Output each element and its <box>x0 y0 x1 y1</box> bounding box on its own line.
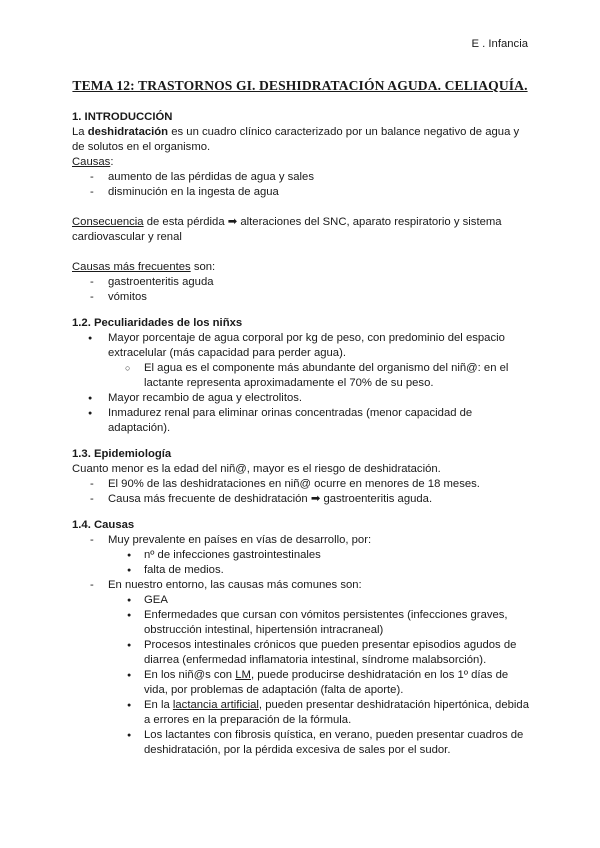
section-heading-causas: 1.4. Causas <box>72 519 135 531</box>
page-title: TEMA 12: TRASTORNOS GI. DESHIDRATACIÓN AGUDA. CELIAQUÍA. <box>72 78 528 93</box>
list-item: ● Enfermedades que cursan con vómitos persistentes (infecciones graves, obstrucción intestinal, hipertensión intracraneal) <box>72 608 532 638</box>
list-item: ● En los niñ@s con LM, puede producirse deshidratación en los 1º días de vida, por problemas de adaptación (falta de aporte). <box>72 668 532 698</box>
list-item: - gastroenteritis aguda <box>72 275 532 290</box>
intro-paragraph: La deshidratación es un cuadro clínico caracterizado por un balance negativo de agua y de solutos en el organismo. <box>72 126 520 153</box>
causas-sublist-1 <box>72 548 532 578</box>
epidemiologia-paragraph: Cuanto menor es la edad del niñ@, mayor es el riesgo de deshidratación. <box>72 463 441 475</box>
list-item: - disminución en la ingesta de agua <box>72 185 532 200</box>
list-item: - En nuestro entorno, las causas más comunes son: <box>72 578 532 593</box>
peculiaridades-list-cont <box>72 391 532 436</box>
epidemiologia-list <box>72 477 532 507</box>
list-item: ● En la lactancia artificial, pueden presentar deshidratación hipertónica, debida a errores en la preparación de la fórmula. <box>72 698 532 728</box>
list-item: ● Procesos intestinales crónicos que pueden presentar episodios agudos de diarrea (enfermedad inflamatoria intestinal, síndrome malabsorción). <box>72 638 532 668</box>
lactancia-artificial-term: lactancia artificial <box>172 699 259 711</box>
causas-sublist-2 <box>72 593 532 758</box>
list-item: - Causa más frecuente de deshidratación ➡ gastroenteritis aguda. <box>72 492 532 507</box>
document-body <box>72 110 532 758</box>
section-heading-introduccion: 1. INTRODUCCIÓN <box>72 111 173 123</box>
list-item: ● nº de infecciones gastrointestinales <box>72 548 532 563</box>
peculiaridades-list <box>72 331 532 361</box>
list-item: ● Mayor recambio de agua y electrolitos. <box>72 391 532 406</box>
lm-term: LM <box>235 669 251 681</box>
consecuencia-label: Consecuencia <box>72 216 144 228</box>
frecuentes-label: Causas más frecuentes <box>72 261 191 273</box>
list-item: ● Mayor porcentaje de agua corporal por kg de peso, con predominio del espacio extracelular (más capacidad para perder agua). <box>72 331 532 361</box>
list-item: - vómitos <box>72 290 532 305</box>
peculiaridades-sublist <box>72 361 532 391</box>
frecuentes-label-line: Causas más frecuentes son: <box>72 261 216 273</box>
list-item: ● GEA <box>72 593 532 608</box>
list-item: ● falta de medios. <box>72 563 532 578</box>
list-item: - El 90% de las deshidrataciones en niñ@ ocurre en menores de 18 meses. <box>72 477 532 492</box>
list-item: - Muy prevalente en países en vías de desarrollo, por: <box>72 533 532 548</box>
section-heading-peculiaridades: 1.2. Peculiaridades de los niñxs <box>72 317 243 329</box>
causas-label: Causas <box>72 156 111 168</box>
header-label: E . Infancia <box>471 38 528 50</box>
list-item: ○ El agua es el componente más abundante del organismo del niñ@: en el lactante representa aproximadamente el 70% de su peso. <box>72 361 532 391</box>
frecuentes-list <box>72 275 532 305</box>
causas-main-list <box>72 533 532 548</box>
deshidratacion-term: deshidratación <box>87 126 169 138</box>
section-heading-epidemiologia: 1.3. Epidemiología <box>72 448 172 460</box>
causas-label-line: Causas: <box>72 156 114 168</box>
consecuencia-paragraph: Consecuencia de esta pérdida ➡ alteraciones del SNC, aparato respiratorio y sistema cardiovascular y renal <box>72 216 502 243</box>
causas-main-list-cont <box>72 578 532 593</box>
causas-list <box>72 170 532 200</box>
list-item: ● Inmadurez renal para eliminar orinas concentradas (menor capacidad de adaptación). <box>72 406 532 436</box>
list-item: ● Los lactantes con fibrosis quística, en verano, pueden presentar cuadros de deshidratación, por la pérdida excesiva de sales por el sudor. <box>72 728 532 758</box>
list-item: - aumento de las pérdidas de agua y sales <box>72 170 532 185</box>
